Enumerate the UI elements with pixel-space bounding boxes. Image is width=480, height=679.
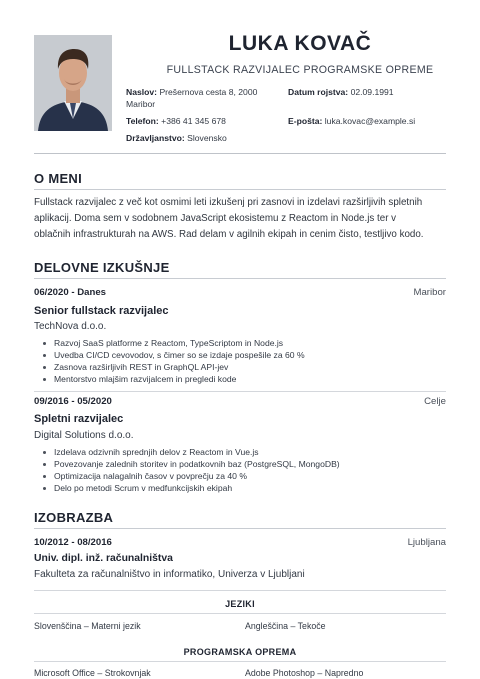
phone-label: Telefon: [126,116,159,126]
about-text [34,195,448,243]
email-value: luka.kovac@example.si [324,116,416,126]
address-field [126,86,276,110]
education-dates: 10/2012 - 08/2016 [34,537,112,548]
about-line: oblačnih infrastrukturah na AWS. Rad delam v agilnih ekipah in cenim čisto, testljivo kodo. [34,229,424,240]
about-divider [34,189,446,190]
education-divider [34,528,446,529]
language-item: Slovenščina – Materni jezik [34,621,141,631]
person-photo-icon [34,35,112,131]
experience-heading: DELOVNE IZKUŠNJE [34,260,170,275]
job-company: TechNova d.o.o. [34,321,107,332]
candidate-role: FULLSTACK RAZVIJALEC PROGRAMSKE OPREME [166,64,434,76]
experience-divider [34,278,446,279]
language-item: Angleščina – Tekoče [245,621,326,631]
citizenship-field [126,132,326,144]
candidate-name: LUKA KOVAČ [228,32,372,55]
education-degree: Univ. dipl. inž. računalništva [34,553,173,564]
software-item: Adobe Photoshop – Napredno [245,668,364,678]
header-divider [34,153,446,154]
birth-date-label: Datum rojstva: [288,87,349,97]
email-label: E-pošta: [288,116,323,126]
education-school: Fakulteta za računalništvo in informatiko, Univerza v Ljubljani [34,569,305,580]
list-item: Uvedba CI/CD cevovodov, s čimer so se izdaje pospešile za 60 % [54,349,444,361]
about-heading: O MENI [34,171,83,186]
job-dates: 06/2020 - Danes [34,287,106,298]
job-position: Spletni razvijalec [34,413,124,425]
birth-date-value: 02.09.1991 [350,87,394,97]
address-label: Naslov: [126,87,158,97]
job-city: Celje [424,396,446,407]
list-item: Delo po metodi Scrum v medfunkcijskih ekipah [54,482,444,494]
list-item: Optimizacija nalagalnih časov v povprečju za 40 % [54,470,444,482]
profile-photo [34,35,112,131]
phone-field [126,115,276,127]
education-separator [34,590,446,591]
job-position: Senior fullstack razvijalec [34,305,169,317]
job-responsibilities [54,337,444,385]
education-city: Ljubljana [407,537,446,548]
phone-value: +386 41 345 678 [161,116,226,126]
address-value-line1: Prešernova cesta 8, 2000 [159,87,258,97]
software-item: Microsoft Office – Strokovnjak [34,668,151,678]
list-item: Izdelava odzivnih sprednjih delov z Reactom in Vue.js [54,446,444,458]
email-field [288,115,458,127]
software-divider [34,661,446,662]
job-dates: 09/2016 - 05/2020 [34,396,112,407]
software-heading: PROGRAMSKA OPREMA [183,647,297,657]
job-company: Digital Solutions d.o.o. [34,430,134,441]
address-value-line2: Maribor [126,99,156,109]
list-item: Zasnova razširljivih REST in GraphQL API-jev [54,361,444,373]
job-separator [34,391,446,392]
about-line: aplikacij. Doma sem v sodobnem JavaScript ekosistemu z Reactom in Node.js ter v [34,213,397,224]
list-item: Povezovanje zalednih storitev in podatkovnih baz (PostgreSQL, MongoDB) [54,458,444,470]
languages-heading: JEZIKI [225,599,255,609]
list-item: Razvoj SaaS platforme z Reactom, TypeScriptom in Node.js [54,337,444,349]
list-item: Mentorstvo mlajšim razvijalcem in pregledi kode [54,373,444,385]
job-responsibilities [54,446,444,494]
citizenship-value: Slovensko [187,133,227,143]
about-line: Fullstack razvijalec z več kot osmimi leti izkušenj pri zasnovi in izdelavi razširljivih spletnih [34,197,423,208]
birth-date-field [288,86,448,98]
citizenship-label: Državljanstvo: [126,133,185,143]
job-city: Maribor [413,287,446,298]
education-heading: IZOBRAZBA [34,510,114,525]
languages-divider [34,613,446,614]
